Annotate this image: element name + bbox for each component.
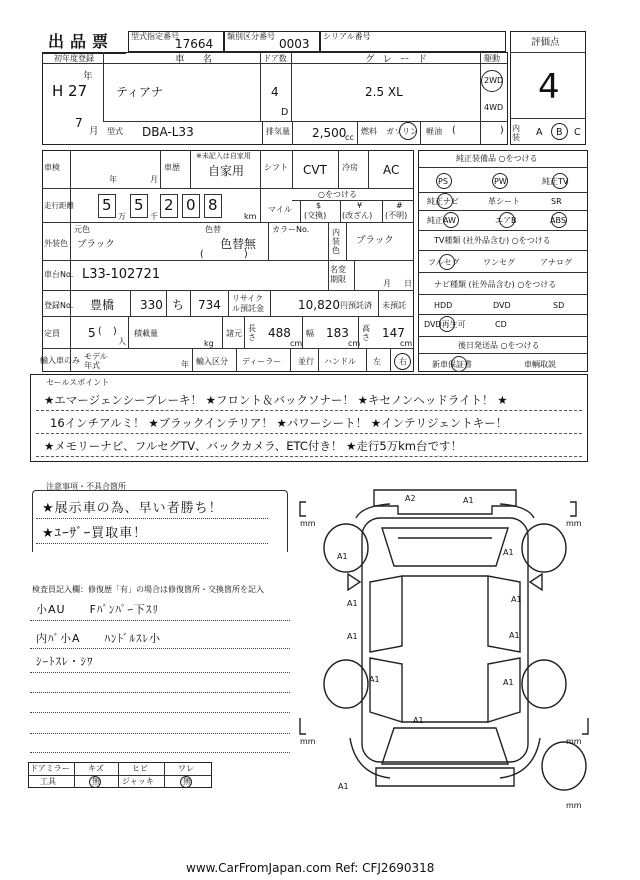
width-value: 183 xyxy=(326,326,349,340)
notes-label: 注意事項・不具合箇所 xyxy=(46,482,126,491)
doc-manual: 車輌取説 xyxy=(524,360,556,369)
drive-2wd-circle xyxy=(481,70,503,92)
sales-line-1: ★エマージェンシーブレーキ！ ★フロント＆バックソナー！ ★キセノンヘッドライト！ ★ xyxy=(44,393,508,407)
damage-mark-right-front-door: A1 xyxy=(511,595,522,604)
doc-warranty: 新車保証書 xyxy=(432,360,472,369)
doors-value: 4 xyxy=(271,85,279,99)
fuel-gasoline-circle xyxy=(399,122,417,140)
interior-color-value: ブラック xyxy=(356,235,394,246)
first-registration-month: 7 xyxy=(75,116,83,130)
damage-mark-rear: A1 xyxy=(338,782,349,791)
original-color-value: ブラック xyxy=(77,239,115,250)
first-registration-era: H 27 xyxy=(52,82,88,100)
height-value: 147 xyxy=(382,326,405,340)
tv-analog: アナログ xyxy=(540,258,572,267)
category-number-value: 0003 xyxy=(279,37,310,51)
inspector-line-3: ｼｰﾄｽﾚ・ｼﾜ xyxy=(36,655,94,668)
rating-label: 評価点 xyxy=(531,37,560,48)
footer-reference: www.CarFromJapan.com Ref: CFJ2690318 xyxy=(186,861,435,875)
rating-value: 4 xyxy=(538,67,560,107)
damage-mark-right-rear-door: A1 xyxy=(509,631,520,640)
damage-mark-front-bumper: A2 xyxy=(405,494,416,503)
equip-navi: 純正ナビ xyxy=(427,197,459,206)
equip-sr: SR xyxy=(551,197,562,206)
equip-abs: ABS xyxy=(550,216,566,225)
displacement-value: 2,500 xyxy=(312,126,347,140)
equip-ps: PS xyxy=(438,177,448,186)
chassis-number-value: L33-102721 xyxy=(82,267,161,282)
equip-tv: 純正TV xyxy=(542,177,569,186)
equip-pw: PW xyxy=(494,177,507,186)
registration-area: 豊橋 xyxy=(90,298,115,312)
grade-value: 2.5 XL xyxy=(365,85,403,99)
damage-mark-rear-left-wheel: A1 xyxy=(369,675,380,684)
registration-class: 330 xyxy=(140,298,163,312)
drive-4wd: 4WD xyxy=(484,103,504,112)
damage-mark-left-front-door: A1 xyxy=(347,599,358,608)
nav-sd: SD xyxy=(553,301,565,310)
damage-mark-hood: A1 xyxy=(463,496,474,505)
equip-aw: 純正AW xyxy=(427,216,456,225)
damage-mark-front-right-wheel: A1 xyxy=(503,548,514,557)
cooler-value: AC xyxy=(383,163,400,177)
sales-line-2: 16インチアルミ！ ★ブラックインテリア！ ★パワーシート！ ★インテリジェントキー！ xyxy=(50,416,508,430)
car-damage-diagram xyxy=(290,478,600,818)
damage-mark-trunk: A1 xyxy=(413,716,424,725)
drive-2wd: 2WD xyxy=(484,76,504,85)
nav-hdd: HDD xyxy=(434,301,453,310)
capacity-value: 5 xyxy=(88,326,96,340)
shift-value: CVT xyxy=(303,163,327,177)
notes-line-2: ★ﾕｰｻﾞｰ買取車！ xyxy=(42,526,148,541)
handle-right-circle xyxy=(394,353,411,370)
interior-grade-a: A xyxy=(536,127,543,138)
recycle-fee-value: 10,820 xyxy=(298,298,340,312)
sales-line-3: ★メモリーナビ、フルセグTV、バックカメラ、ETC付き！ ★走行5万km台です！ xyxy=(44,439,462,453)
damage-mark-front-left-wheel: A1 xyxy=(337,552,348,561)
notes-line-1: ★展示車の為、早い者勝ち！ xyxy=(42,501,223,516)
nav-dvd-play: DVD再生可 xyxy=(424,320,466,329)
nav-dvd: DVD xyxy=(493,301,511,310)
sales-points-label: セールスポイント xyxy=(46,378,110,387)
interior-grade-c: C xyxy=(574,127,581,138)
tv-fullseg: フルセグ xyxy=(428,258,460,267)
damage-mark-rear-right-wheel: A1 xyxy=(503,678,514,687)
nav-cd: CD xyxy=(495,320,507,329)
history-value: 自家用 xyxy=(208,164,245,178)
equip-airbag: エアB xyxy=(495,216,517,225)
fuel-gasoline: ガソリン xyxy=(386,127,418,136)
inspector-label: 検査員記入欄：修復歴「有」の場合は修復箇所・交換箇所を記入 xyxy=(32,585,264,594)
damage-mark-left-rear-door: A1 xyxy=(347,632,358,641)
car-name-value: ティアナ xyxy=(116,85,164,99)
equip-leather: 革シート xyxy=(488,197,520,206)
tv-oneseg: ワンセグ xyxy=(483,258,515,267)
registration-number: 734 xyxy=(198,298,221,312)
inspector-line-2: 内ﾊﾞ小A ﾊﾝﾄﾞﾙｽﾚ小 xyxy=(36,632,162,645)
registration-kana: ち xyxy=(172,298,185,312)
page-title: 出品票 xyxy=(48,32,115,51)
interior-grade-selected-circle xyxy=(551,123,568,140)
length-value: 488 xyxy=(268,326,291,340)
type-number-value: 17664 xyxy=(175,37,214,51)
inspector-line-1: 小AU Fﾊﾞﾝﾊﾟｰ下ｽﾘ xyxy=(36,603,159,616)
interior-grade-b: B xyxy=(556,127,563,138)
color-change-value: 色替無 xyxy=(220,237,257,251)
model-code-value: DBA-L33 xyxy=(142,125,194,139)
